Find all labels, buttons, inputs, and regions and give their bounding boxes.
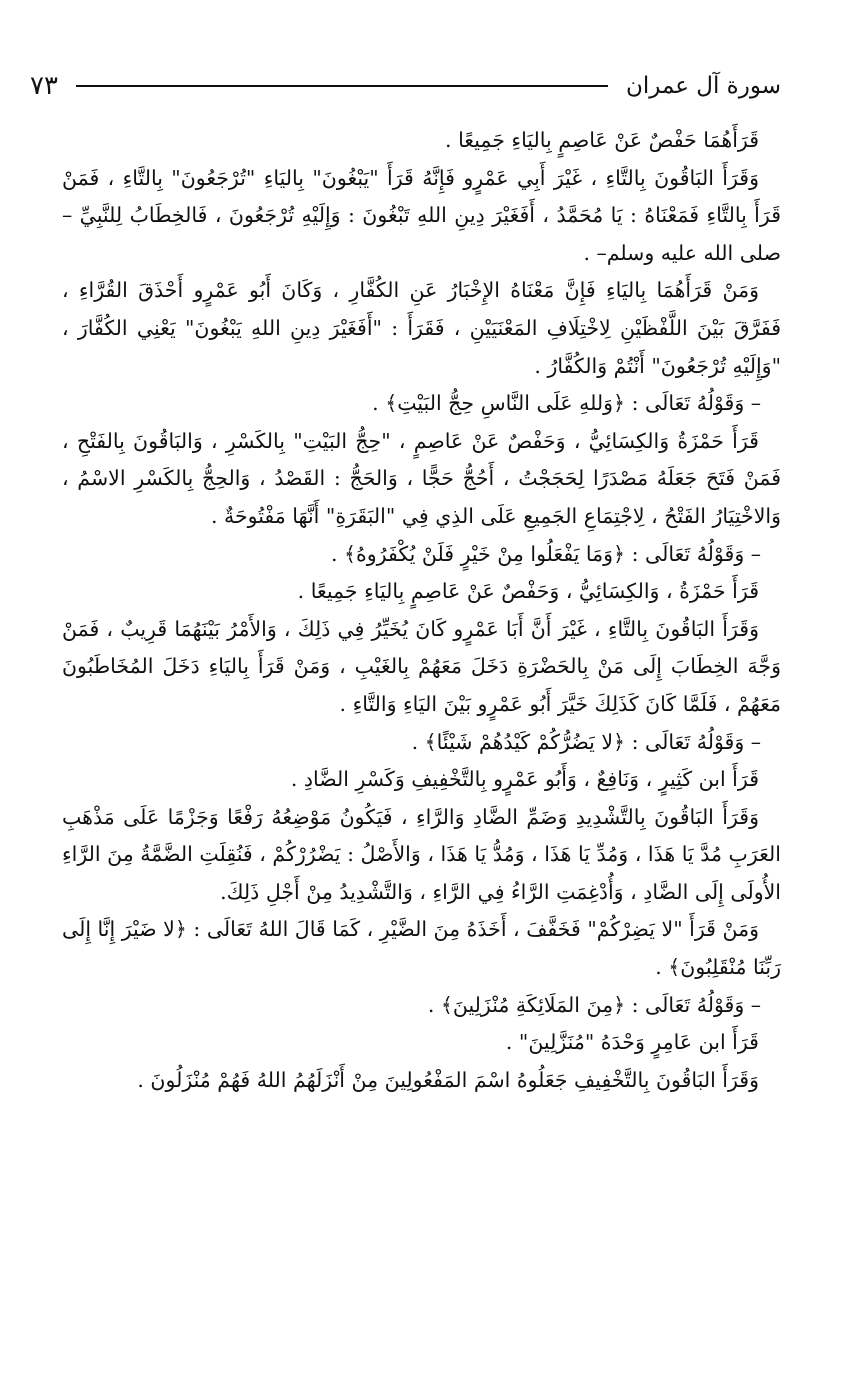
verse-heading: – وَقَوْلُهُ تَعَالَى : ﴿لا يَضُرُّكُمْ كَيْدُهُمْ شَيْئًا﴾ . (411, 729, 761, 754)
paragraph: وَمَنْ قَرَأَ "لا يَضِرْكُمْ" فَخَفَّفَ ، أَخَذَهُ مِنَ الضَّيْرِ ، كَمَا قَالَ اللهُ تَعَالَى : ﴿لا ضَيْرَ إِنَّا إِلَى رَبِّنَا مُنْقَلِبُونَ﴾ . (62, 917, 781, 980)
paragraph: قَرَأَ ابن عَامِرٍ وَحْدَهُ "مُنَزَّلِينَ" . (505, 1030, 759, 1055)
paragraph: وَقَرَأَ البَاقُونَ بِالتَّاءِ ، غَيْرَ أَنَّ أَبَا عَمْرٍو كَانَ يُخَيِّرُ فِي ذَلِكَ ، وَالأَمْرُ بَيْنَهُمَا قَرِيبٌ ، فَمَنْ وَجَّهَ الخِطَابَ إِلَى مَنْ بِالحَضْرَةِ دَخَلَ مَعَهُمْ بِالغَيْبِ ، وَمَنْ قَرَأَ بِاليَاءِ دَخَلَ المُخَاطَبُونَ مَعَهُمْ ، فَلَمَّا كَانَ كَذَلِكَ خَيَّرَ أَبُو عَمْرٍو بَيْنَ اليَاءِ وَالتَّاءِ . (62, 616, 781, 716)
page-body (62, 122, 781, 1099)
surah-title: سورة آل عمران (625, 73, 781, 99)
paragraph: قَرَأَ حَمْزَةُ وَالكِسَائِيُّ ، وَحَفْصٌ عَنْ عَاصِمٍ ، "حِجُّ البَيْتِ" بِالكَسْرِ ، وَالبَاقُونَ بِالفَتْحِ ، فَمَنْ فَتَحَ جَعَلَهُ مَصْدَرًا لِحَجَجْتُ ، أَحُجُّ حَجًّا ، وَالحَجُّ : القَصْدُ ، وَالحِجُّ بِالكَسْرِ الاسْمُ ، وَالاخْتِيَارُ الفَتْحُ ، لِاجْتِمَاعِ الجَمِيعِ عَلَى الذِي فِي "البَقَرَةِ" أَنَّهَا مَفْتُوحَةٌ . (62, 428, 781, 528)
paragraph: قَرَأَهُمَا حَفْصٌ عَنْ عَاصِمٍ بِاليَاءِ جَمِيعًا . (445, 128, 759, 152)
paragraph: وَقَرَأَ البَاقُونَ بِالتَّخْفِيفِ جَعَلُوهُ اسْمَ المَفْعُولِينَ مِنْ أَنْزَلَهُمُ اللهُ فَهُمْ مُنْزَلُونَ . (137, 1067, 759, 1092)
header-rule (76, 85, 608, 87)
paragraph: قَرَأَ حَمْزَةُ ، وَالكِسَائِيُّ ، وَحَفْصٌ عَنْ عَاصِمٍ بِاليَاءِ جَمِيعًا . (297, 579, 759, 604)
page-number: ٧٣ (30, 71, 58, 101)
paragraph: وَمَنْ قَرَأَهُمَا بِاليَاءِ فَإِنَّ مَعْنَاهُ الإِخْبَارُ عَنِ الكُفَّارِ ، وَكَانَ أَبُو عَمْرٍو أَحْذَقَ القُرَّاءِ ، فَفَرَّقَ بَيْنَ اللَّفْظَيْنِ لِاخْتِلَافِ المَعْنَيَيْنِ ، فَقَرَأَ : "أَفَغَيْرَ دِينِ اللهِ يَبْغُونَ" يَعْنِي الكُفَّارَ ، "وَإِلَيْهِ تُرْجَعُونَ" أَنْتُمْ وَالكُفَّارُ . (62, 278, 781, 378)
verse-heading: – وَقَوْلُهُ تَعَالَى : ﴿وَللهِ عَلَى النَّاسِ حِجُّ البَيْتِ﴾ . (372, 391, 761, 416)
paragraph: وَقَرَأَ البَاقُونَ بِالتَّاءِ ، غَيْرَ أَبِي عَمْرٍو فَإِنَّهُ قَرَأَ "يَبْغُونَ" بِاليَاءِ "تُرْجَعُونَ" بِالتَّاءِ ، فَمَنْ قَرَأَ بِالتَّاءِ فَمَعْنَاهُ : يَا مُحَمَّدُ ، أَفَغَيْرَ دِينِ اللهِ تَبْغُونَ : وَإِلَيْهِ تُرْجَعُونَ ، فَالخِطَابُ لِلنَّبِيِّ – صلى الله عليه وسلم– . (62, 165, 781, 265)
running-header (30, 62, 781, 110)
verse-heading: – وَقَوْلُهُ تَعَالَى : ﴿وَمَا يَفْعَلُوا مِنْ خَيْرٍ فَلَنْ يُكْفَرُوهُ﴾ . (330, 541, 761, 566)
paragraph: قَرَأَ ابن كَثِيرٍ ، وَنَافِعٌ ، وَأَبُو عَمْرٍو بِالتَّخْفِيفِ وَكَسْرِ الضَّادِ . (290, 767, 759, 792)
verse-heading: – وَقَوْلُهُ تَعَالَى : ﴿مِنَ المَلَائِكَةِ مُنْزَلِينَ﴾ . (427, 992, 761, 1017)
paragraph: وَقَرَأَ البَاقُونَ بِالتَّشْدِيدِ وَضَمِّ الضَّادِ وَالرَّاءِ ، فَيَكُونُ مَوْضِعُهُ رَفْعًا وَجَزْمًا عَلَى مَذْهَبِ العَرَبِ مُدَّ يَا هَذَا ، وَمُدِّ يَا هَذَا ، وَمُدُّ يَا هَذَا ، وَالأَصْلُ : يَضْرُرْكُمْ ، فَنُقِلَتِ الضَّمَّةُ مِنَ الرَّاءِ الأُولَى إِلَى الضَّادِ ، وَأُدْغِمَتِ الرَّاءُ فِي الرَّاءِ ، وَالتَّشْدِيدُ مِنْ أَجْلِ ذَلِكَ. (62, 804, 781, 904)
